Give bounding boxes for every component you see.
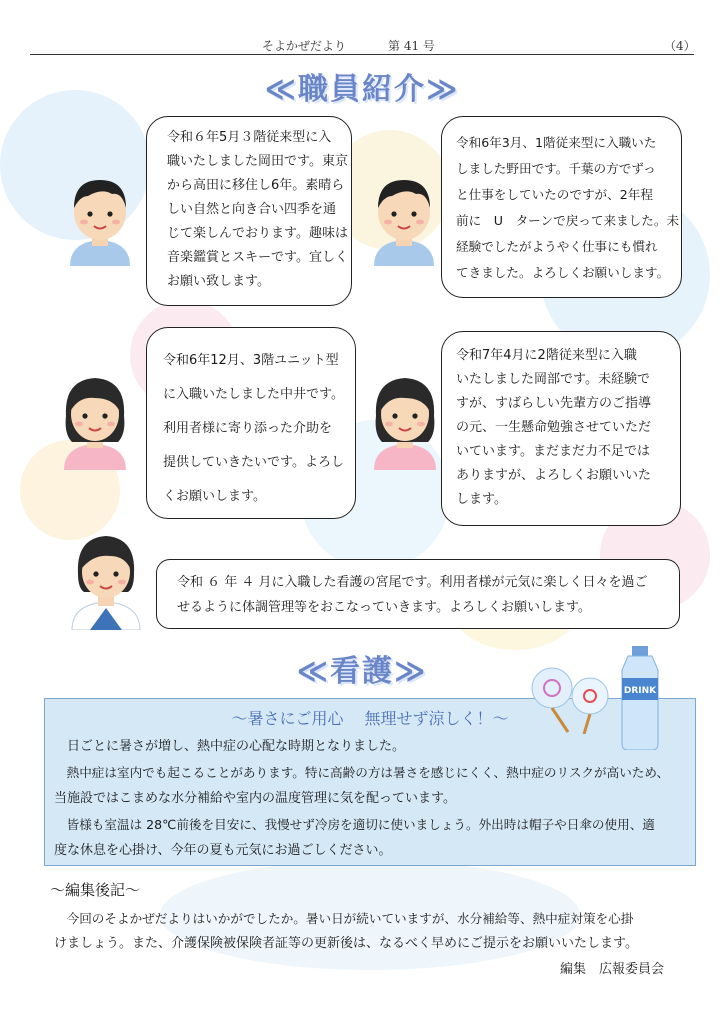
intro-line: くお願いします。 [163, 489, 266, 504]
boy-face-icon [62, 170, 138, 266]
intro-line: てきました。よろしくお願いします。 [456, 265, 670, 280]
editorial-body [54, 906, 694, 956]
intro-line: 音楽鑑賞とスキーです。宜しく [167, 250, 348, 265]
intro-line: 提供していきたいです。よろし [163, 455, 344, 470]
editorial-title: ～編集後記～ [50, 881, 141, 899]
nursing-paragraph: 当施設ではこまめな水分補給や室内の温度管理に気を配っています。 [54, 791, 456, 806]
staff-section-title: ≪職員紹介≫ [264, 72, 460, 107]
intro-line: せるように体調管理等をおこなっていきます。よろしくお願いします。 [177, 600, 591, 615]
intro-line: 令和６年5月３階従来型に入 [167, 130, 332, 145]
intro-line: 令和 ６ 年 ４ 月に入職した看護の宮尾です。利用者様が元気に楽しく日々を過ご [177, 575, 648, 590]
nurse-face-icon [66, 526, 146, 630]
nursing-paragraph: 度な休息を心掛け、今年の夏も元気にお過ごしください。 [54, 843, 392, 858]
intro-line: の元、一生懸命勉強させていただ [456, 420, 652, 435]
nursing-paragraph: 日ごとに暑さが増し、熱中症の心配な時期となりました。 [54, 739, 406, 754]
editorial-signature: 編集 広報委員会 [560, 962, 665, 977]
nursing-subtitle: ～暑さにご用心 無理せず涼しく！～ [231, 709, 509, 728]
intro-line: ありますが、よろしくお願いいた [456, 468, 652, 483]
girl-face-icon [366, 370, 444, 470]
issue-number: 第 41 号 [388, 39, 435, 53]
intro-line: に入職いたしました中井です。 [163, 387, 344, 402]
intro-line: 経験でしたがようやく仕事にも慣れ [456, 239, 658, 254]
intro-line: いています。まだまだ力不足では [456, 444, 650, 459]
editorial-line: 今回のそよかぜだよりはいかがでしたか。暑い日が続いていますが、水分補給等、熱中症対策を心掛 [54, 911, 634, 926]
intro-line: 令和7年4月に2階従来型に入職 [456, 348, 637, 363]
staff-intro-okabe [441, 331, 681, 526]
bottle-label: DRINK [623, 686, 657, 696]
staff-intro-miyao [156, 559, 680, 629]
intro-line: 職いたしました岡田です。東京 [167, 154, 348, 169]
staff-intro-noda [441, 116, 682, 298]
nursing-paragraph: 皆様も室温は 28℃前後を目安に、我慢せず冷房を適切に使いましょう。外出時は帽子や日傘の使用、適 [54, 817, 655, 832]
newsletter-name: そよかぜだより [262, 39, 347, 53]
intro-line: から高田に移住し6年。素晴ら [167, 178, 345, 193]
intro-line: すが、すばらしい先輩方のご指導 [456, 396, 652, 411]
page-number: （4） [664, 39, 696, 53]
intro-line: 令和6年3月、1階従来型に入職いた [456, 135, 657, 150]
editorial-line: けましょう。また、介護保険被保険者証等の更新後は、なるべく早めにご提示をお願いいたします。 [54, 936, 638, 951]
nursing-section-title: ≪看護≫ [296, 654, 428, 689]
intro-line: します。 [456, 492, 507, 507]
fan-icon [528, 664, 618, 734]
boy-face-icon [366, 170, 442, 266]
intro-line: しました野田です。千葉の方でずっ [456, 161, 656, 176]
intro-line: いたしました岡部です。未経験で [456, 372, 650, 387]
staff-intro-okada [146, 116, 352, 306]
intro-line: 前に U ターンで戻って来ました。未 [456, 213, 680, 228]
nursing-paragraph: 熱中症は室内でも起こることがあります。特に高齢の方は暑さを感じにくく、熱中症のリスクが高いため、 [54, 765, 670, 780]
girl-face-icon [56, 370, 134, 470]
header-rule [30, 54, 694, 55]
nursing-body [54, 734, 694, 864]
staff-intro-nakai [146, 327, 356, 519]
intro-line: しい自然と向き合い四季を通 [167, 202, 337, 217]
intro-line: と仕事をしていたのですが、2年程 [456, 187, 653, 202]
intro-line: じて楽しんでおります。趣味は [167, 226, 348, 241]
intro-line: 利用者様に寄り添った介助を [163, 421, 333, 436]
intro-line: 令和6年12月、3階ユニット型 [163, 353, 339, 368]
intro-line: お願い致します。 [167, 274, 270, 289]
